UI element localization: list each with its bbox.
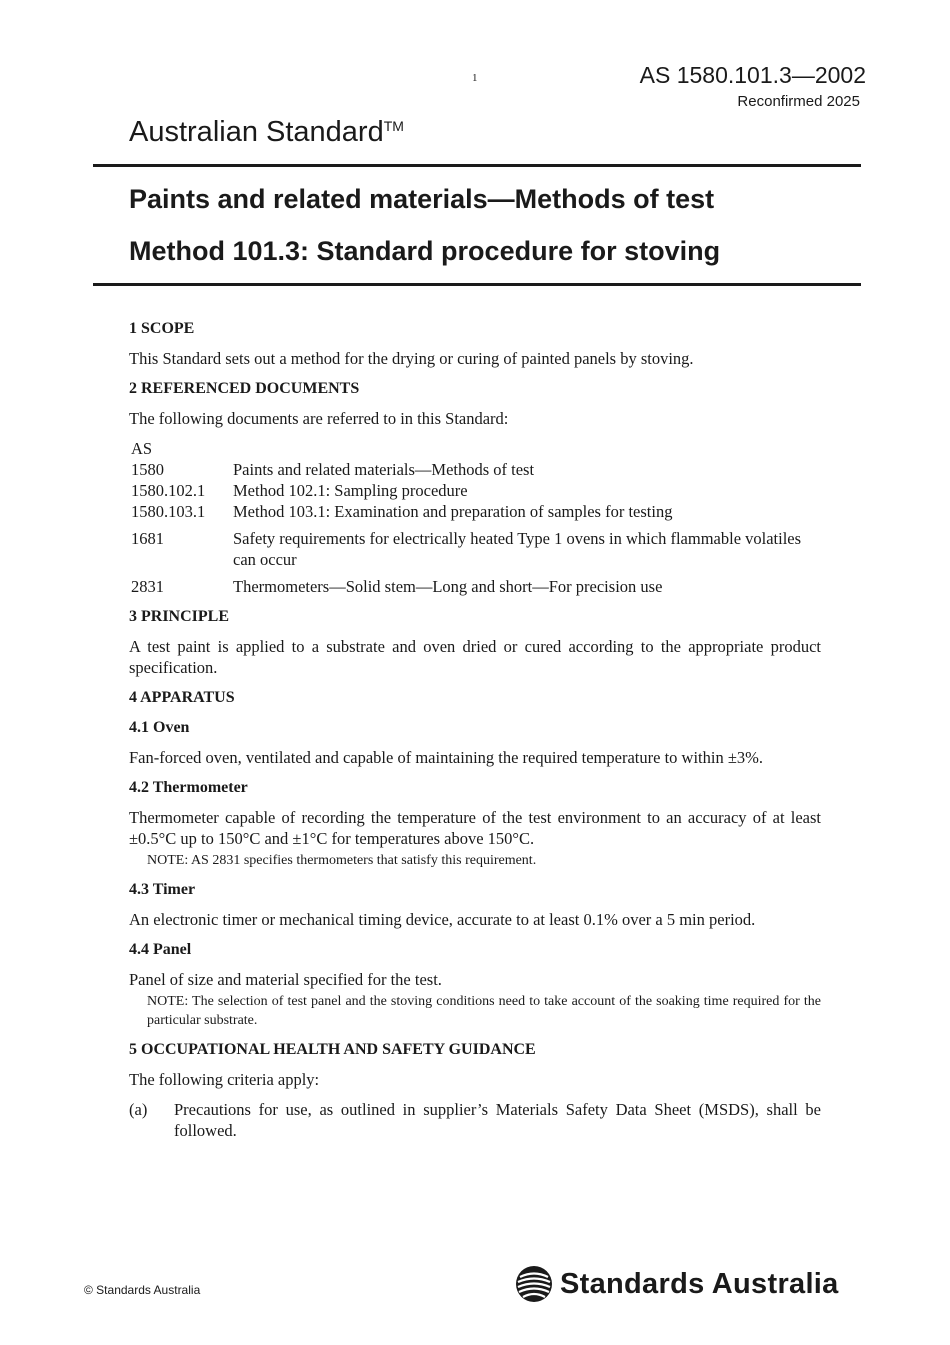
panel-text: Panel of size and material specified for the test. — [129, 970, 442, 989]
document-title: Paints and related materials—Methods of test — [129, 184, 715, 214]
timer-text: An electronic timer or mechanical timing device, accurate to at least 0.1% over a 5 min period. — [129, 910, 756, 929]
page-number: 1 — [472, 72, 478, 84]
logo-wordmark: Standards Australia — [560, 1267, 839, 1300]
document-body — [129, 316, 821, 1141]
section-heading-scope: 1 SCOPE — [129, 320, 195, 337]
reference-row — [129, 576, 821, 597]
section-heading-principle: 3 PRINCIPLE — [129, 608, 230, 625]
reference-code: 1580.102.1 — [131, 481, 206, 500]
standard-code: AS 1580.101.3—2002 — [639, 62, 866, 88]
reference-title: Thermometers—Solid stem—Long and short—For precision use — [233, 577, 663, 596]
series-title — [129, 116, 404, 149]
title-divider — [93, 283, 861, 286]
trademark-mark: TM — [383, 118, 404, 134]
panel-note: NOTE: The selection of test panel and the stoving conditions need to take account of the soaking time required for the particular substrate. — [147, 994, 821, 1028]
section-heading-references: 2 REFERENCED DOCUMENTS — [129, 380, 360, 397]
reconfirmed-date: Reconfirmed 2025 — [737, 93, 860, 110]
reference-title: Method 102.1: Sampling procedure — [233, 481, 468, 500]
scope-text: This Standard sets out a method for the drying or curing of painted panels by stoving. — [129, 349, 694, 368]
reference-code: 1681 — [131, 529, 164, 548]
subsection-heading-thermometer: 4.2 Thermometer — [129, 779, 248, 796]
reference-code: 2831 — [131, 577, 164, 596]
reference-list — [129, 438, 821, 597]
list-item — [129, 1099, 821, 1141]
method-title: Method 101.3: Standard procedure for stoving — [129, 236, 721, 266]
reference-title: Method 103.1: Examination and preparation of samples for testing — [233, 502, 673, 521]
thermometer-note: NOTE: AS 2831 specifies thermometers that satisfy this requirement. — [147, 853, 537, 868]
reference-row — [129, 480, 821, 501]
top-divider — [93, 164, 861, 167]
section-heading-ohs: 5 OCCUPATIONAL HEALTH AND SAFETY GUIDANCE — [129, 1041, 536, 1058]
reference-code: 1580.103.1 — [131, 502, 206, 521]
reference-row — [129, 459, 821, 480]
subsection-heading-oven: 4.1 Oven — [129, 719, 190, 736]
oven-text: Fan-forced oven, ventilated and capable of maintaining the required temperature to within ±3%. — [129, 748, 763, 767]
standards-australia-logo — [514, 1264, 839, 1304]
principle-text: A test paint is applied to a substrate and oven dried or cured according to the appropriate product specification. — [129, 637, 821, 677]
reference-prefix-row — [129, 438, 821, 459]
references-intro: The following documents are referred to in this Standard: — [129, 409, 509, 428]
standards-australia-logo-icon — [514, 1264, 554, 1304]
reference-code: 1580 — [131, 460, 164, 479]
list-item-text: Precautions for use, as outlined in supplier’s Materials Safety Data Sheet (MSDS), shall be followed. — [174, 1100, 821, 1140]
thermometer-text: Thermometer capable of recording the temperature of the test environment to an accuracy of at least ±0.5°C up to 150°C and ±1°C for temperatures above 150°C. — [129, 808, 821, 848]
reference-title: Paints and related materials—Methods of test — [233, 460, 535, 479]
reference-row — [129, 528, 821, 570]
subsection-heading-timer: 4.3 Timer — [129, 881, 196, 898]
reference-prefix: AS — [131, 439, 153, 458]
reference-title: Safety requirements for electrically heated Type 1 ovens in which flammable volatiles can occur — [233, 529, 802, 569]
series-title-text: Australian Standard — [129, 116, 384, 148]
copyright-notice: © Standards Australia — [84, 1283, 201, 1297]
section-heading-apparatus: 4 APPARATUS — [129, 689, 235, 706]
ohs-intro: The following criteria apply: — [129, 1070, 320, 1089]
subsection-heading-panel: 4.4 Panel — [129, 941, 192, 958]
reference-row — [129, 501, 821, 522]
list-item-label: (a) — [129, 1100, 148, 1119]
